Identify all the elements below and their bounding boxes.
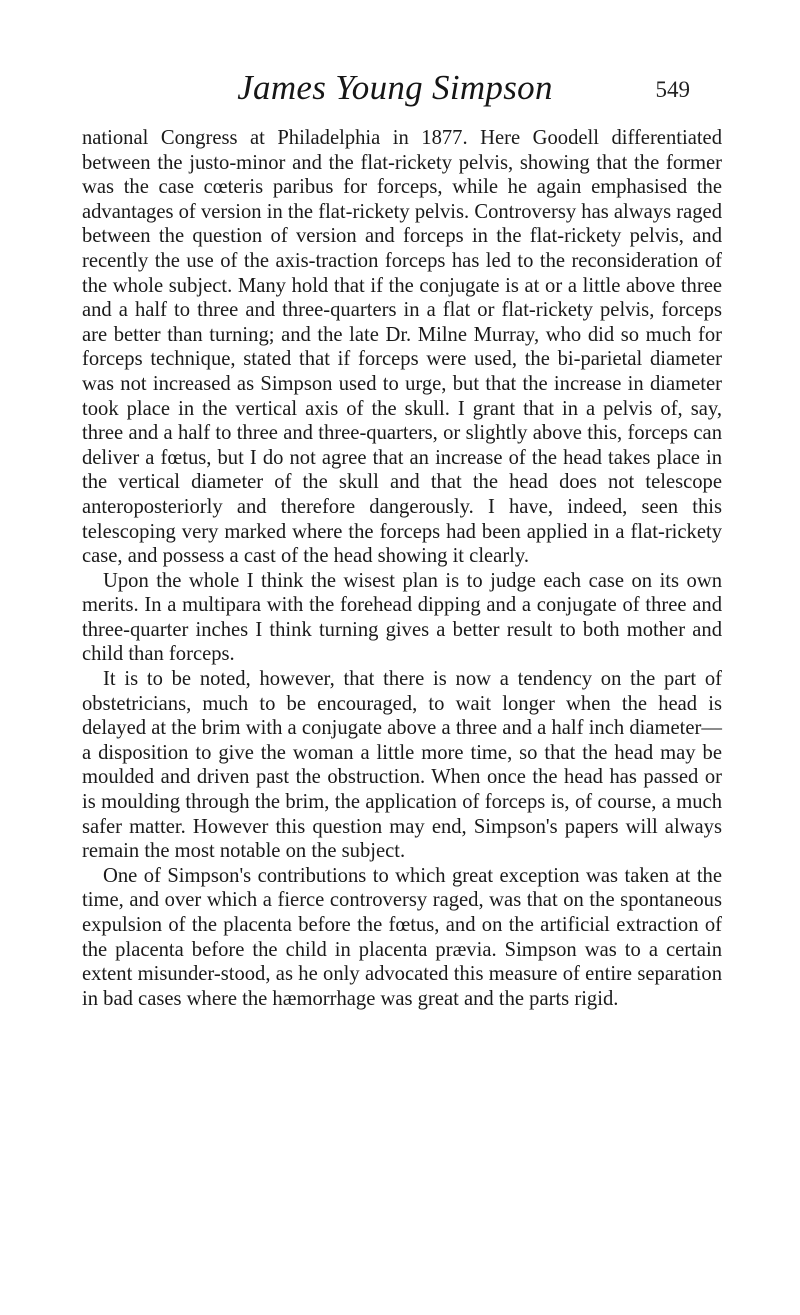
running-title: James Young Simpson	[237, 68, 553, 107]
body-text	[82, 126, 722, 1011]
paragraph-placenta: One of Simpson's contributions to which great exception was taken at the time, and over which a fierce controversy raged, was that on the spontaneous expulsion of the placenta before the fœtus, and on the artificial extraction of the placenta before the child in placenta prævia. Simpson was to a certain extent misunder-stood, as he only advocated this measure of entire separation in bad cases where the hæmorrhage was great and the parts rigid.	[82, 864, 722, 1010]
paragraph-continuation: national Congress at Philadelphia in 1877. Here Goodell differentiated between the justo-minor and the flat-rickety pelvis, showing that the former was the case cœteris paribus for forceps, while he again emphasised the advantages of version in the flat-rickety pelvis. Controversy has always raged between the question of version and forceps in the flat-rickety pelvis, and recently the use of the axis-traction forceps has led to the reconsideration of the whole subject. Many hold that if the conjugate is at or a little above three and a half to three and three-quarters in a flat or flat-rickety pelvis, forceps are better than turning; and the late Dr. Milne Murray, who did so much for forceps technique, stated that if forceps were used, the bi-parietal diameter was not increased as Simpson used to urge, but that the increase in diameter took place in the vertical axis of the skull. I grant that in a pelvis of, say, three and a half to three and three-quarters, or slightly above this, forceps can deliver a fœtus, but I do not agree that an increase of the head takes place in the vertical diameter of the skull and that the head does not telescope anteroposteriorly and therefore dangerously. I have, indeed, seen this telescoping very marked where the forceps had been applied in a flat-rickety case, and possess a cast of the head showing it clearly.	[82, 127, 722, 568]
paragraph-wisest-plan: Upon the whole I think the wisest plan is to judge each case on its own merits. In a multipara with the forehead dipping and a conjugate of three and three-quarter inches I think turning gives a better result to both mother and child than forceps.	[82, 569, 722, 666]
page-number: 549	[655, 77, 690, 102]
paragraph-tendency: It is to be noted, however, that there is now a tendency on the part of obstetricians, much to be encouraged, to wait longer when the head is delayed at the brim with a conjugate above a three and a half inch diameter—a disposition to give the woman a little more time, so that the head may be moulded and driven past the obstruction. When once the head has passed or is moulding through the brim, the application of forceps is, of course, a much safer matter. However this question may end, Simpson's papers will always remain the most notable on the subject.	[82, 668, 722, 863]
running-head	[0, 66, 800, 110]
